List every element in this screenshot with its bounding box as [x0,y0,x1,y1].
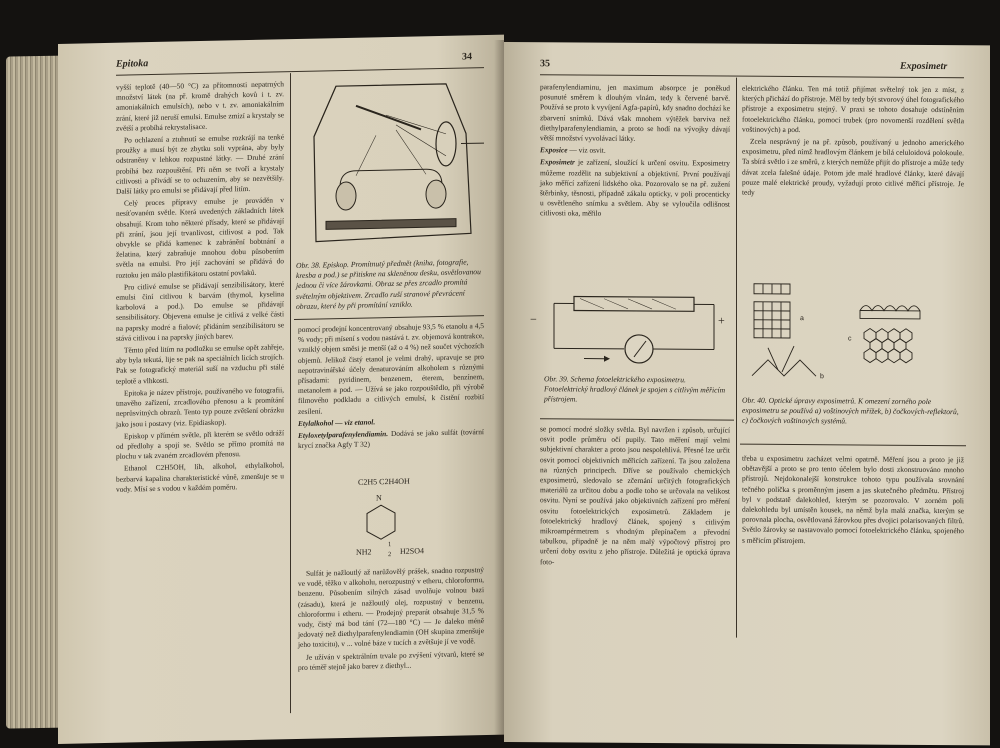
benzene-ring [364,503,398,544]
left-column-1 [116,79,284,496]
entry-term: Exposice [540,145,568,155]
paragraph: elektrického článku. Ten má totiž přijímat světelný tok jen z míst, z kterých přichází do přístroje. Měl by tedy být stvorový úhel fotografického přístroje a exposimetru stejný. V praxi se tohoto dosahuje odstíněním fotoelektrického článku, pomocí trubek (pro novomenší rozdělení světla voštinových) a pod. [742,83,964,134]
paragraph: Episkop v přímém světle, při kterém se světlo odráží od předlohy a spojí se. Světlo se přímo promítá na plochu v tak zvaném zrcadlovém přenosu. [116,427,284,461]
episkop-caption: Obr. 38. Episkop. Promítnutý předmět (kniha, fotografie, kresba a pod.) se přitiskne na skleněnou desku, osvětlovanou jednou či více žárovkami. Obraz se přes zrcadlo promítá světelným objektivem. Zrcadlo ruší stranové převrácení obrazu, které by při promítání vzniklo. [296,257,481,311]
left-page [58,35,504,744]
right-header-rule [540,74,964,78]
exposimeter-schematic [544,286,734,367]
entry-etylalkohol: Etylalkohol — viz etanol. [298,417,376,428]
chem-formula-acid: H2SO4 [400,546,425,556]
right-column-2 [742,84,964,202]
paragraph: Epitoka je název přístroje, používaného ve fotografii, tmavěho zařízení, zrcadlového přenosu a k promítání neprůsvitných obrazů. Tento typ pouze zvětšení obrázku jako jsou i postavy (viz. Epidiaskop). [116,385,284,429]
paragraph: Pro citlivé emulse se přidávají senzibilisátory, které emulsi činí citlivou k barvám (thymol, kyselina karbolová a pod.). Do emulse se přidávají sensibilisátory. Objevena emulse je citlivá z velké části na paprsky modré a fialové; přidáním senzibilisátoru se stává citlivou i na paprsky jiných barev. [116,279,284,343]
entry-text: — viz osvit. [569,145,606,155]
entry-term: Exposimetr [540,157,575,167]
chem-formula-top: C2H5 C2H4OH [358,476,410,487]
right-page [504,42,990,745]
left-page-number: 34 [462,51,472,63]
schematic-plus-sign: + [718,313,725,328]
paragraph: pomocí prodejní koncentrovaný obsahuje 93,5 % etanolu a 4,5 % vody; při mísení s vodou nastává t. zv. objemová kontrakce, vzniklý objem směsi je menší (až o 4 %) než součet výchozích objemů. Jelikož čistý etanol je velmi drahý, upravuje se pro nepotravinářské účely denaturováním alkoholem s různými přísadami: pyridinem, benzenem, éterem, benzínem, metanolem a pod. — Užívá se jako rozpouštědlo, při výrobě filmového podkladu a citlivých emulsí, k čistění rozbití zesílení. [298,321,484,416]
chem-fraction-den: 2 [388,551,392,559]
entry-term: Etyloxetylparafenylendiamin. [298,429,389,441]
paragraph: Celý proces přípravy emulse je prováděn v nesíťovaném světle. Která uvedených základních látek obsahují. Krom toho některé přísady, které se přidávají při zrání, jsou její trvanlivost, citlivost a pod. Tak obvykle se přidá kamenec k zabránění bobtnání a želatina, který zabraňuje mnohou dobu působením světla na emulsi. Pro její zachování se přidává do roztoku jen málo plastifikátoru ostatní povlaků. [116,195,284,280]
fig40-label-a: a [800,315,804,323]
chem-fraction-num: 1 [388,541,392,549]
paragraph: se pomocí modré složky světla. Byl navržen i způsob, určující osvit podle průměru očí pupily. Tato měření mají velmi subjektivní charakter a proto jsou nespolehlivá. Přesné lze určit osvit pomocí objektivních měřicích zařízení. Ta jsou založena na různých principech. Dříve se používalo chemických exposimetrů, sledovalo se zčernání určitých fotografických materiálů za určitou dobu a podle toho se určovala na velikost osvitu. Nyní se používá jako objektivních zařízení pro měření osvitu fotoelektrických exposimetrů. Základem je fotoelektrický hradlový článek, spojený s citlivým mikroampérmetrem s vhodným přepínačem a převodní tabulkou, připadně je na něm malý výpočtový přístroj pro určení doby osvitu z jeho přístroje. Důležitá je optická úprava foto- [540,424,730,566]
left-column-divider [290,73,291,713]
paragraph: Sulfát je nažloutlý až narůžovělý prášek, snadno rozpustný ve vodě, těžko v alkoholu, nerozpustný v etheru, chloroformu, benzenu. Působením silných zásad uvolňuje volnou bazi (zásadu), která je nažloutlý olej, rozpustný v benzenu, chloroformu i etheru. — Prodejný preparát obsahuje 31,5 % vody, čistý má bod tání (72—180 °C) — Je daleko méně jedovatý než diethylparafenylendiamin (OH skupina zmenšuje jeho toxicitu), v ... volné báze v tucích a zvětšuje jí ve vodě. [298,565,484,650]
episkop-figure [296,73,486,257]
paragraph: Ethanol C2H5OH, líh, alkohol, ethylalkohol, bezbarvá kapalina charakteristické vůně, zmenšuje se u vody. Mísí se s vodou v každém poměru. [116,460,284,494]
entry-text: je zařízení, sloužící k určení osvitu. Exposimetry můžeme rozdělit na subjektivní a objektivní. První používají jako měřící zařízení lidského oka. Pozorovalo se na př. zužení štěrbinky, těsnosti, případně zákalu opticky, v poli procenticky u osvětleného snímku a světlem. Aby se vyloučila odlišnost citlivosti oka, měřilo [540,157,730,219]
paragraph: třeba u exposimetru zacházet velmi opatrně. Měření jsou a proto je již obětavější a proto se pro tento účelem bylo dosti zkonstruováno mnoho přístrojů. Nejdokonalejší konstrukce tohoto typu používala srovnání tečného políčka s proměnným jasem a jas skutečného předmětu. Přístroj byl v podstatě dalekohled, kterým se pozorovalo. V zorném poli dalekohledu byl umístěn kousek, na němž byla malá značka, kterým se porovnala plocha, osvětlovaná žárovkou přes dvojici polarisovaných filtrů. Světlo žárovky se nastavovalo pomocí fotoelektrického článku, spojeného s měřicím přístrojem. [742,453,964,545]
caption-rule [740,444,966,447]
right-page-number: 35 [540,58,550,70]
left-column-2 [298,321,484,453]
exposimeter-caption: Obr. 39. Schema fotoelektrického exposimetru. Fotoelektrický hradlový článek je spojen s citlivým měřicím přístrojem. [544,374,726,404]
fig40-label-c: c [848,335,852,343]
fig40-label-b: b [820,373,824,381]
open-book [6,20,996,736]
right-page-header-title: Exposimetr [900,60,948,73]
schematic-minus-sign: − [530,312,537,327]
left-column-2-continued [298,565,484,675]
entry-text: Dodává se jako sulfát (tovární krycí značka Agfy T 32) [298,427,484,451]
optical-adjustments-caption: Obr. 40. Optické úpravy exposimetrů. K omezení zorného pole exposimetru se používá a) voštinových mřížek, b) čočkových-reflektorů, c) čočkových voštinových systémů. [742,395,959,426]
right-column-2-continued [742,454,964,549]
paragraph: parafenylendiaminu, jen maximum absorpce je poněkud posunuté směrem k dlouhým vlnám, tedy k červené barvě. Používá se proto k vyvíjení Agfa-papírů, kdy snadno dochází ke zbarvení snímků. Dává však mnohem výtěžek barviva než diethylparafenylendiamin, a proto se hodí na vývojky dávají větší množství vyvolávací látky. [540,82,730,143]
right-column-divider [736,78,737,638]
paragraph: Zcela nesprávný je na př. způsob, používaný u jednoho amerického exposimetru, před nímž hradlovým článkem je bílá celuloidová polokoule. Ta sbírá světlo i ze směrů, z kterých nemůže přijít do přístroje a může tedy dávat zcela falešné údaje. Potom jde malé hradlové články, které dávají pouze malé elektrické proudy, vyžadují proto citlivé měřicí přístroje. Je tedy [742,136,964,197]
chem-formula-n: N [376,493,382,503]
right-column-1-continued [540,424,730,570]
chem-formula-bottom: NH2 [356,547,372,557]
caption-rule [294,315,484,320]
paragraph: Je užíván v spektrálním trvale po zvýšení výtvarů, které se pro téměř stejně jako barev z diethyl... [298,648,484,672]
left-page-header-title: Epitoka [116,58,149,70]
right-column-1 [540,82,730,222]
optical-adjustments-figure [748,280,968,392]
paragraph: Těmto před litím na podložku se emulse opět zahřeje, aby byla tekutá, lije se pak na speciálních licích strojích. Pak se fotografický materiál suší na vzduchu při stálé teplotě a vlhkosti. [116,342,284,386]
caption-rule [540,418,734,420]
paragraph: Po ochlazení a ztuhnutí se emulse rozkrájí na tenké proužky a musí být ze zbytku soli vyprána, aby byly odstraněny v lehkou rozpustné látky. — Druhé zrání probíhá bez rozpouštění. Při něm se tvoří a krystaly citlivosti a přivádí se to ochuzením, aby se nezvětšily. Další látky pro emulsi se přidávají před litím. [116,132,284,196]
paragraph: vyšší teplotě (40—50 °C) za přítomnosti nepatrných množství látek (na př. kromě drahých kovů i t. zv. amoniakálních emulsích), nebo v t. zv. amoniakálním zrání, které již neruší emulsi. Emulse zmizí a krystaly se zvětší a probíhá rekrystalisace. [116,79,284,133]
